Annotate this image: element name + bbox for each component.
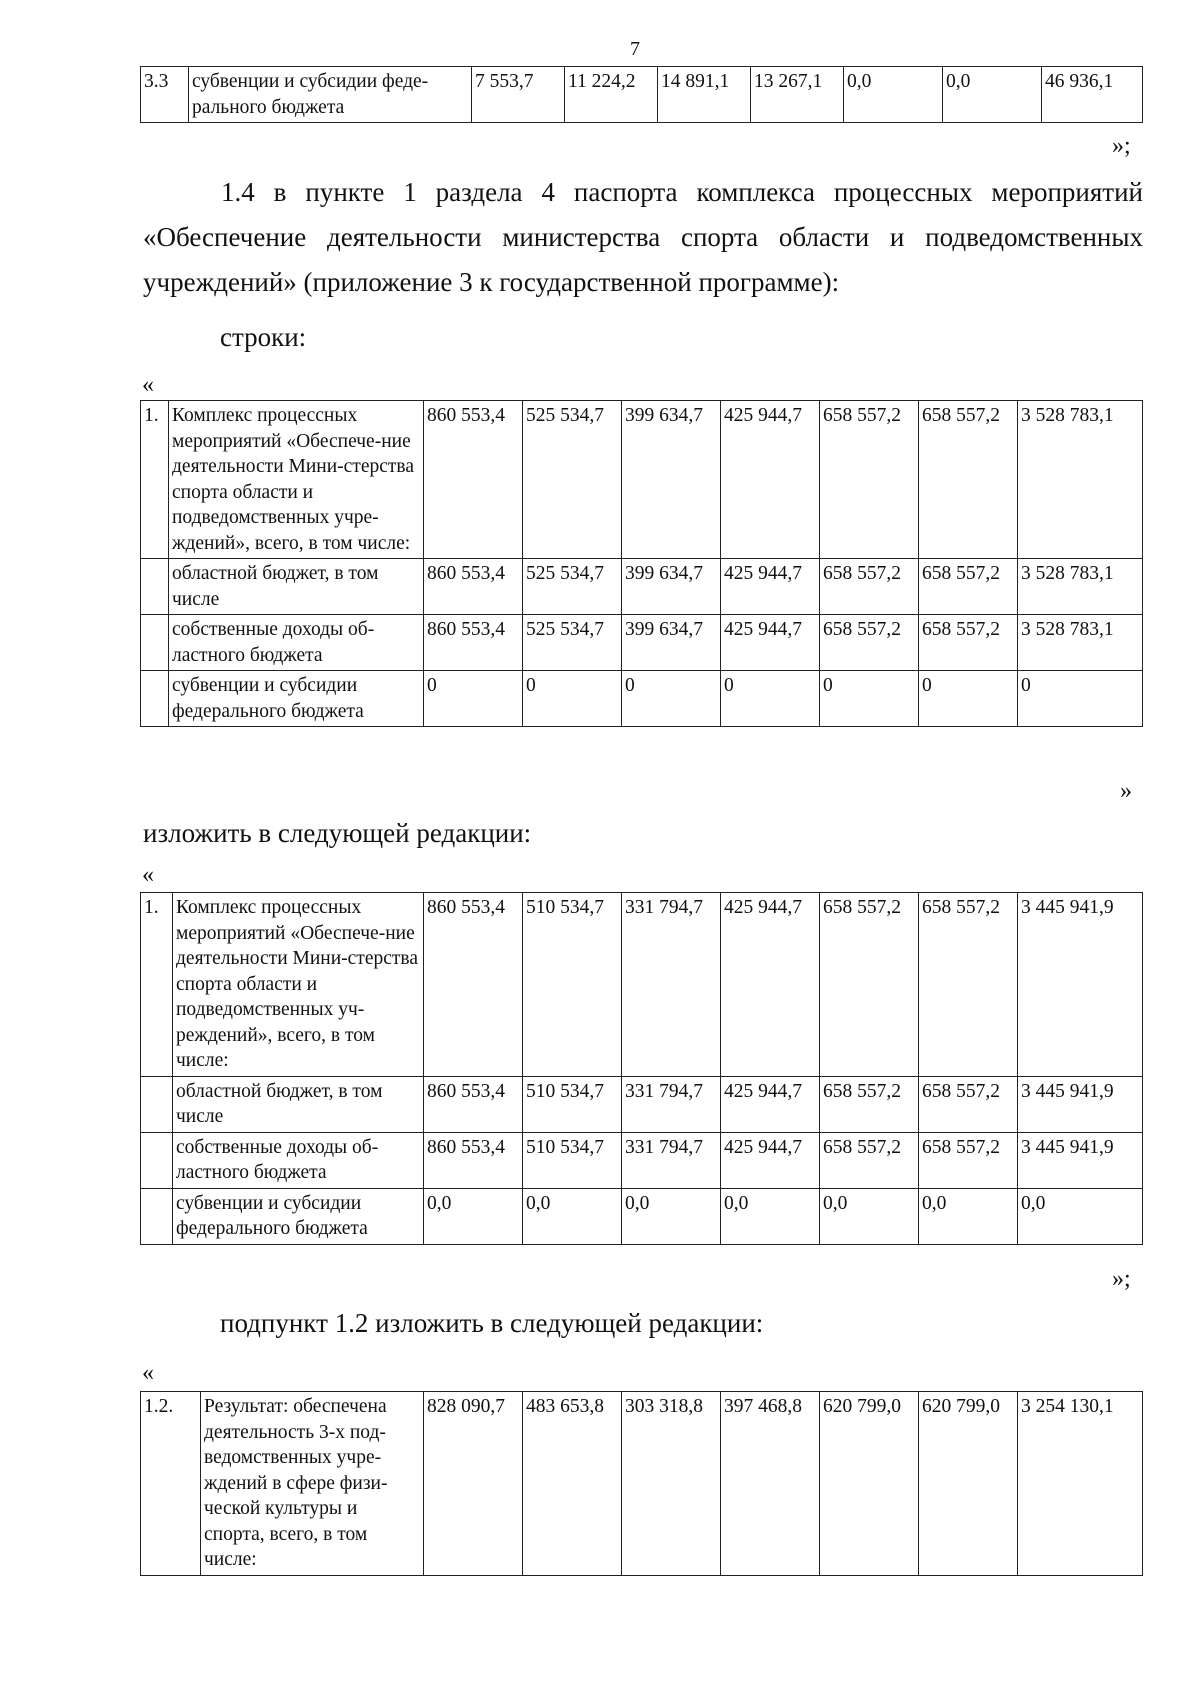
value-cell: 0,0 <box>919 1188 1018 1244</box>
value-cell: 0 <box>721 671 820 727</box>
value-cell: 483 653,8 <box>523 1392 622 1576</box>
value-cell: 658 557,2 <box>820 401 919 559</box>
row-number-cell: 3.3 <box>141 67 189 123</box>
value-cell: 3 528 783,1 <box>1018 559 1143 615</box>
row-label-cell: субвенции и субсидии феде-рального бюджета <box>189 67 472 123</box>
value-cell: 3 528 783,1 <box>1018 615 1143 671</box>
value-cell: 658 557,2 <box>820 1132 919 1188</box>
value-cell: 620 799,0 <box>820 1392 919 1576</box>
value-cell: 0,0 <box>424 1188 523 1244</box>
value-cell: 0 <box>424 671 523 727</box>
row-label-cell: областной бюджет, в том числе <box>173 1076 424 1132</box>
table-row <box>141 893 1143 1077</box>
table-row <box>141 1188 1143 1244</box>
row-number-cell <box>141 615 169 671</box>
value-cell: 860 553,4 <box>424 893 523 1077</box>
value-cell: 0 <box>820 671 919 727</box>
value-cell: 425 944,7 <box>721 893 820 1077</box>
value-cell: 0,0 <box>1018 1188 1143 1244</box>
value-cell: 399 634,7 <box>622 615 721 671</box>
table-row <box>141 1076 1143 1132</box>
value-cell: 7 553,7 <box>472 67 565 123</box>
value-cell: 0,0 <box>844 67 943 123</box>
value-cell: 510 534,7 <box>523 1076 622 1132</box>
value-cell: 0,0 <box>820 1188 919 1244</box>
redaction-label: изложить в следующей редакции: <box>143 818 532 848</box>
row-number-cell <box>141 1132 173 1188</box>
row-number-cell <box>141 1076 173 1132</box>
value-cell: 860 553,4 <box>424 1076 523 1132</box>
value-cell: 331 794,7 <box>622 893 721 1077</box>
table-row <box>141 401 1143 559</box>
row-label-cell: Комплекс процессных мероприятий «Обеспече-ние деятельности Мини-стерства спорта области и подведомственных учре-ждений», всего, в том числе: <box>169 401 424 559</box>
value-cell: 425 944,7 <box>721 615 820 671</box>
closing-quote-3: »; <box>1112 1266 1131 1292</box>
table-new-lines <box>140 892 1143 1245</box>
value-cell: 0,0 <box>622 1188 721 1244</box>
opening-quote-3: « <box>142 1360 154 1386</box>
strings-label: строки: <box>220 322 307 352</box>
value-cell: 3 445 941,9 <box>1018 893 1143 1077</box>
value-cell: 3 528 783,1 <box>1018 401 1143 559</box>
row-label-cell: субвенции и субсидии федерального бюджета <box>173 1188 424 1244</box>
row-label-cell: собственные доходы об-ластного бюджета <box>169 615 424 671</box>
top-table <box>140 66 1143 123</box>
value-cell: 525 534,7 <box>523 615 622 671</box>
value-cell: 860 553,4 <box>424 401 523 559</box>
value-cell: 425 944,7 <box>721 559 820 615</box>
value-cell: 860 553,4 <box>424 1132 523 1188</box>
value-cell: 0 <box>919 671 1018 727</box>
value-cell: 658 557,2 <box>919 559 1018 615</box>
value-cell: 13 267,1 <box>751 67 844 123</box>
row-label-cell: областной бюджет, в том числе <box>169 559 424 615</box>
value-cell: 658 557,2 <box>919 893 1018 1077</box>
value-cell: 510 534,7 <box>523 1132 622 1188</box>
table-row <box>141 671 1143 727</box>
value-cell: 0,0 <box>721 1188 820 1244</box>
value-cell: 399 634,7 <box>622 559 721 615</box>
row-label-cell: Комплекс процессных мероприятий «Обеспече-ние деятельности Мини-стерства спорта области и подведомственных уч-реждений», всего, в том числе: <box>173 893 424 1077</box>
value-cell: 11 224,2 <box>565 67 658 123</box>
value-cell: 620 799,0 <box>919 1392 1018 1576</box>
value-cell: 525 534,7 <box>523 559 622 615</box>
row-label-cell: Результат: обеспечена деятельность 3-х под-ведомственных учре-ждений в сфере физи-ческой культуры и спорта, всего, в том числе: <box>201 1392 424 1576</box>
row-number-cell <box>141 559 169 615</box>
row-number-cell <box>141 1188 173 1244</box>
value-cell: 0,0 <box>943 67 1042 123</box>
value-cell: 425 944,7 <box>721 1076 820 1132</box>
table-row <box>141 1392 1143 1576</box>
table-old-lines <box>140 400 1143 727</box>
value-cell: 14 891,1 <box>658 67 751 123</box>
value-cell: 510 534,7 <box>523 893 622 1077</box>
value-cell: 0 <box>523 671 622 727</box>
value-cell: 425 944,7 <box>721 1132 820 1188</box>
row-number-cell: 1. <box>141 893 173 1077</box>
value-cell: 658 557,2 <box>919 401 1018 559</box>
closing-quote-2: » <box>1120 778 1132 804</box>
value-cell: 0,0 <box>523 1188 622 1244</box>
row-number-cell: 1. <box>141 401 169 559</box>
value-cell: 331 794,7 <box>622 1076 721 1132</box>
value-cell: 397 468,8 <box>721 1392 820 1576</box>
value-cell: 0 <box>622 671 721 727</box>
value-cell: 0 <box>1018 671 1143 727</box>
table-subpoint <box>140 1391 1143 1576</box>
value-cell: 658 557,2 <box>820 1076 919 1132</box>
value-cell: 658 557,2 <box>919 615 1018 671</box>
value-cell: 3 254 130,1 <box>1018 1392 1143 1576</box>
value-cell: 3 445 941,9 <box>1018 1076 1143 1132</box>
value-cell: 658 557,2 <box>820 559 919 615</box>
value-cell: 860 553,4 <box>424 559 523 615</box>
subpoint-label: подпункт 1.2 изложить в следующей редакции: <box>220 1308 764 1338</box>
value-cell: 525 534,7 <box>523 401 622 559</box>
value-cell: 658 557,2 <box>820 615 919 671</box>
value-cell: 399 634,7 <box>622 401 721 559</box>
table-row <box>141 1132 1143 1188</box>
paragraph-1-4: 1.4 в пункте 1 раздела 4 паспорта комплекса процессных мероприятий «Обеспечение деятельности министерства спорта области и подведомственных учреждений» (приложение 3 к государственной программе): <box>143 177 1143 297</box>
value-cell: 331 794,7 <box>622 1132 721 1188</box>
row-number-cell <box>141 671 169 727</box>
closing-quote-1: »; <box>1112 133 1131 159</box>
row-label-cell: собственные доходы об-ластного бюджета <box>173 1132 424 1188</box>
value-cell: 658 557,2 <box>919 1132 1018 1188</box>
opening-quote-2: « <box>142 862 154 888</box>
value-cell: 658 557,2 <box>820 893 919 1077</box>
table-row <box>141 559 1143 615</box>
value-cell: 303 318,8 <box>622 1392 721 1576</box>
value-cell: 828 090,7 <box>424 1392 523 1576</box>
row-label-cell: субвенции и субсидии федерального бюджета <box>169 671 424 727</box>
value-cell: 658 557,2 <box>919 1076 1018 1132</box>
opening-quote-1: « <box>142 372 154 398</box>
value-cell: 46 936,1 <box>1042 67 1143 123</box>
table-row <box>141 615 1143 671</box>
value-cell: 425 944,7 <box>721 401 820 559</box>
table-row <box>141 67 1143 123</box>
value-cell: 3 445 941,9 <box>1018 1132 1143 1188</box>
value-cell: 860 553,4 <box>424 615 523 671</box>
page-number: 7 <box>630 38 640 60</box>
row-number-cell: 1.2. <box>141 1392 201 1576</box>
